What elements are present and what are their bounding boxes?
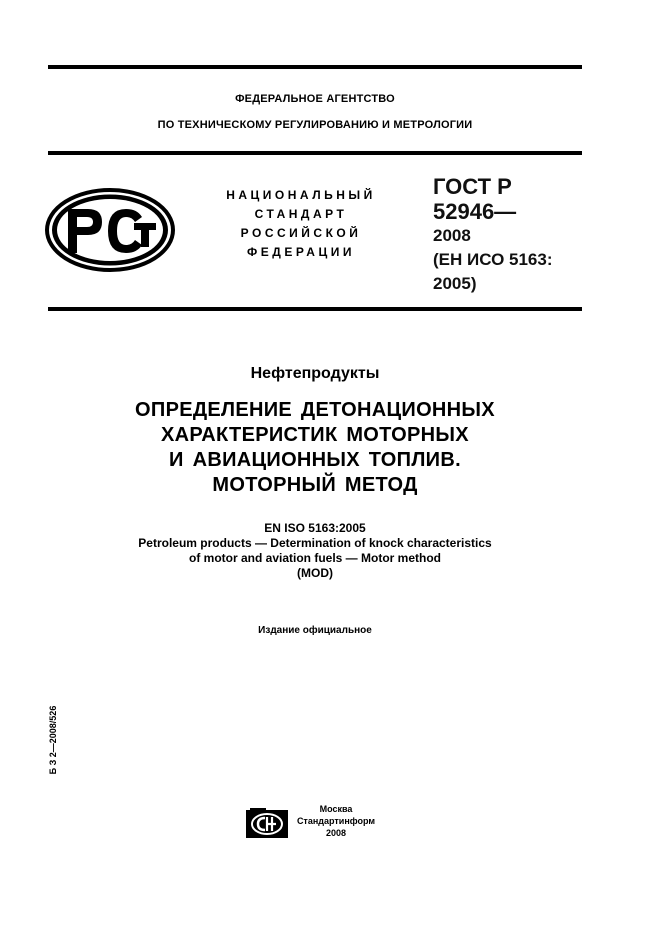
title-line-4: МОТОРНЫЙ МЕТОД xyxy=(212,474,418,496)
agency-line-2: ПО ТЕХНИЧЕСКОМУ РЕГУЛИРОВАНИЮ И МЕТРОЛОГИИ xyxy=(157,119,473,131)
national-line-2: СТАНДАРТ xyxy=(254,207,348,221)
en-standard-number: EN ISO 5163:2005 xyxy=(264,521,366,535)
gost-equivalent: (ЕН ИСО 5163: xyxy=(433,250,553,269)
en-title-line-2: of motor and aviation fuels — Motor method xyxy=(189,551,441,565)
national-line-4: ФЕДЕРАЦИИ xyxy=(247,245,355,259)
rst-gost-logo-icon xyxy=(44,187,176,273)
gost-equivalent-year: 2005) xyxy=(433,274,477,293)
gost-designation xyxy=(433,174,583,296)
en-title-line-1: Petroleum products — Determination of knock characteristics xyxy=(138,536,492,550)
document-subject: Нефтепродукты xyxy=(250,365,380,382)
title-line-2: ХАРАКТЕРИСТИК МОТОРНЫХ xyxy=(161,424,469,446)
publisher-info xyxy=(296,803,376,839)
standartinform-logo-icon xyxy=(246,808,288,838)
publisher-city: Москва xyxy=(319,804,353,814)
title-line-3: И АВИАЦИОННЫХ ТОПЛИВ. xyxy=(169,449,461,471)
national-standard-label xyxy=(208,186,394,262)
publisher-name: Стандартинформ xyxy=(296,816,376,826)
agency-line-1: ФЕДЕРАЛЬНОЕ АГЕНТСТВО xyxy=(235,93,395,105)
national-line-3: РОССИЙСКОЙ xyxy=(240,226,362,240)
en-mod: (MOD) xyxy=(297,566,333,580)
side-code: Б З 2—2008/526 xyxy=(48,705,58,775)
upper-middle-rule xyxy=(48,151,582,155)
gost-prefix: ГОСТ Р xyxy=(433,174,512,199)
english-reference xyxy=(48,521,582,581)
official-edition-label: Издание официальное xyxy=(258,625,372,636)
gost-year: 2008 xyxy=(433,226,471,245)
top-rule xyxy=(48,65,582,69)
gost-number: 52946— xyxy=(433,199,517,224)
publisher-year: 2008 xyxy=(325,828,347,838)
lower-middle-rule xyxy=(48,307,582,311)
title-line-1: ОПРЕДЕЛЕНИЕ ДЕТОНАЦИОННЫХ xyxy=(135,399,495,421)
document-title xyxy=(70,398,560,498)
national-line-1: НАЦИОНАЛЬНЫЙ xyxy=(226,188,376,202)
